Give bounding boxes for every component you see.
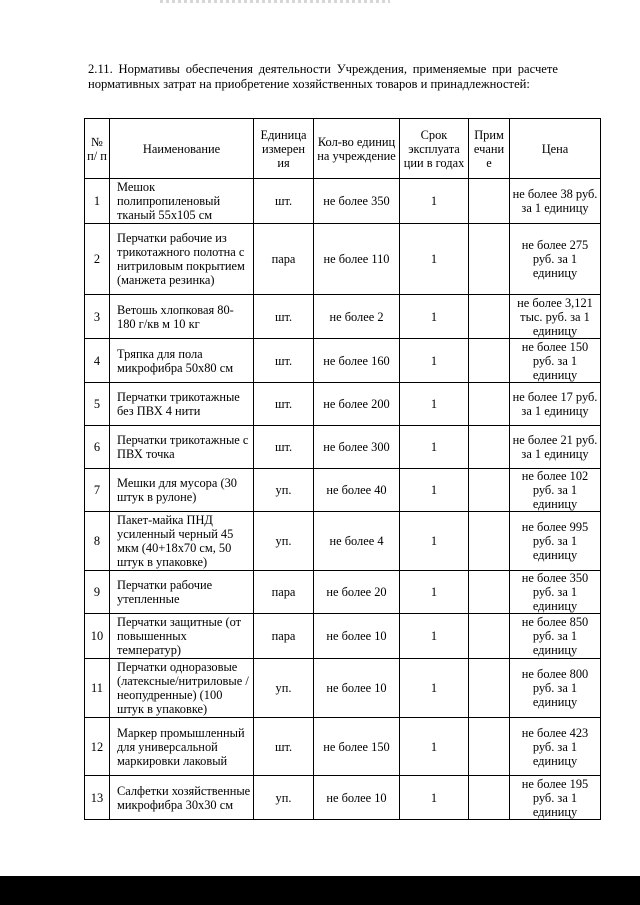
cell-price: не более 150 руб. за 1 единицу xyxy=(510,339,601,383)
cell-note xyxy=(469,571,510,614)
cell-unit: шт. xyxy=(254,383,314,426)
table-header-row xyxy=(85,119,601,179)
table-row xyxy=(85,383,601,426)
cell-unit: пара xyxy=(254,614,314,659)
cell-note xyxy=(469,659,510,718)
cell-name: Мешок полипропиленовый тканый 55х105 см xyxy=(110,179,254,224)
scan-artifact xyxy=(160,0,390,3)
cell-term: 1 xyxy=(400,469,469,512)
cell-qty: не более 350 xyxy=(314,179,400,224)
cell-num: 2 xyxy=(85,224,110,295)
cell-term: 1 xyxy=(400,224,469,295)
cell-note xyxy=(469,718,510,776)
cell-price: не более 21 руб. за 1 единицу xyxy=(510,426,601,469)
cell-price: не более 17 руб. за 1 единицу xyxy=(510,383,601,426)
cell-unit: шт. xyxy=(254,179,314,224)
cell-name: Перчатки трикотажные без ПВХ 4 нити xyxy=(110,383,254,426)
table-row xyxy=(85,659,601,718)
norms-table xyxy=(84,118,601,820)
cell-num: 3 xyxy=(85,295,110,339)
section-heading xyxy=(88,62,558,92)
cell-unit: шт. xyxy=(254,718,314,776)
cell-note xyxy=(469,426,510,469)
cell-name: Пакет-майка ПНД усиленный черный 45 мкм (40+18х70 см, 50 штук в упаковке) xyxy=(110,512,254,571)
cell-unit: шт. xyxy=(254,426,314,469)
cell-term: 1 xyxy=(400,295,469,339)
table-row xyxy=(85,718,601,776)
cell-name: Маркер промышленный для универсальной маркировки лаковый xyxy=(110,718,254,776)
cell-note xyxy=(469,614,510,659)
cell-price: не более 995 руб. за 1 единицу xyxy=(510,512,601,571)
header-note: Прим ечани е xyxy=(469,119,510,179)
cell-qty: не более 4 xyxy=(314,512,400,571)
cell-unit: уп. xyxy=(254,469,314,512)
cell-qty: не более 10 xyxy=(314,614,400,659)
cell-name: Перчатки трикотажные с ПВХ точка xyxy=(110,426,254,469)
cell-qty: не более 110 xyxy=(314,224,400,295)
cell-unit: уп. xyxy=(254,776,314,820)
cell-qty: не более 160 xyxy=(314,339,400,383)
cell-term: 1 xyxy=(400,776,469,820)
cell-num: 8 xyxy=(85,512,110,571)
cell-note xyxy=(469,224,510,295)
cell-price: не более 38 руб. за 1 единицу xyxy=(510,179,601,224)
cell-name: Перчатки защитные (от повышенных температур) xyxy=(110,614,254,659)
cell-unit: уп. xyxy=(254,512,314,571)
cell-num: 1 xyxy=(85,179,110,224)
cell-price: не более 850 руб. за 1 единицу xyxy=(510,614,601,659)
cell-num: 7 xyxy=(85,469,110,512)
cell-qty: не более 300 xyxy=(314,426,400,469)
cell-note xyxy=(469,339,510,383)
cell-price: не более 275 руб. за 1 единицу xyxy=(510,224,601,295)
cell-name: Ветошь хлопковая 80-180 г/кв м 10 кг xyxy=(110,295,254,339)
cell-term: 1 xyxy=(400,659,469,718)
cell-price: не более 195 руб. за 1 единицу xyxy=(510,776,601,820)
cell-qty: не более 10 xyxy=(314,776,400,820)
cell-term: 1 xyxy=(400,571,469,614)
header-unit: Единица измерен ия xyxy=(254,119,314,179)
table-row xyxy=(85,426,601,469)
heading-line-1: 2.11. Нормативы обеспечения деятельности Учреждения, применяемые при расчете xyxy=(88,62,558,76)
cell-note xyxy=(469,295,510,339)
table-row xyxy=(85,776,601,820)
cell-num: 11 xyxy=(85,659,110,718)
cell-num: 9 xyxy=(85,571,110,614)
cell-term: 1 xyxy=(400,179,469,224)
cell-qty: не более 40 xyxy=(314,469,400,512)
cell-num: 12 xyxy=(85,718,110,776)
table-row xyxy=(85,224,601,295)
header-price: Цена xyxy=(510,119,601,179)
cell-qty: не более 2 xyxy=(314,295,400,339)
header-term: Срок эксплуата ции в годах xyxy=(400,119,469,179)
cell-term: 1 xyxy=(400,614,469,659)
cell-price: не более 423 руб. за 1 единицу xyxy=(510,718,601,776)
cell-term: 1 xyxy=(400,512,469,571)
header-name: Наименование xyxy=(110,119,254,179)
table-row xyxy=(85,295,601,339)
scan-bottom-band xyxy=(0,876,640,905)
cell-name: Тряпка для пола микрофибра 50х80 см xyxy=(110,339,254,383)
cell-num: 13 xyxy=(85,776,110,820)
header-qty: Кол-во единиц на учреждение xyxy=(314,119,400,179)
cell-num: 4 xyxy=(85,339,110,383)
cell-note xyxy=(469,776,510,820)
cell-qty: не более 20 xyxy=(314,571,400,614)
cell-num: 10 xyxy=(85,614,110,659)
cell-qty: не более 150 xyxy=(314,718,400,776)
cell-num: 6 xyxy=(85,426,110,469)
cell-unit: пара xyxy=(254,224,314,295)
cell-unit: пара xyxy=(254,571,314,614)
cell-price: не более 800 руб. за 1 единицу xyxy=(510,659,601,718)
cell-note xyxy=(469,383,510,426)
table-row xyxy=(85,571,601,614)
header-num: № п/ п xyxy=(85,119,110,179)
cell-unit: шт. xyxy=(254,295,314,339)
cell-term: 1 xyxy=(400,718,469,776)
cell-unit: шт. xyxy=(254,339,314,383)
cell-qty: не более 200 xyxy=(314,383,400,426)
cell-qty: не более 10 xyxy=(314,659,400,718)
table-row xyxy=(85,614,601,659)
cell-num: 5 xyxy=(85,383,110,426)
cell-name: Перчатки одноразовые (латексные/нитриловые /неопудренные) (100 штук в упаковке) xyxy=(110,659,254,718)
table-row xyxy=(85,469,601,512)
heading-line-2: нормативных затрат на приобретение хозяйственных товаров и принадлежностей: xyxy=(88,77,530,91)
cell-price: не более 102 руб. за 1 единицу xyxy=(510,469,601,512)
table-row xyxy=(85,339,601,383)
table-row xyxy=(85,512,601,571)
cell-note xyxy=(469,512,510,571)
cell-term: 1 xyxy=(400,426,469,469)
cell-note xyxy=(469,469,510,512)
cell-name: Перчатки рабочие из трикотажного полотна с нитриловым покрытием (манжета резинка) xyxy=(110,224,254,295)
cell-name: Салфетки хозяйственные микрофибра 30х30 см xyxy=(110,776,254,820)
cell-price: не более 3,121 тыс. руб. за 1 единицу xyxy=(510,295,601,339)
cell-name: Перчатки рабочие утепленные xyxy=(110,571,254,614)
table-row xyxy=(85,179,601,224)
cell-name: Мешки для мусора (30 штук в рулоне) xyxy=(110,469,254,512)
cell-term: 1 xyxy=(400,383,469,426)
cell-note xyxy=(469,179,510,224)
cell-term: 1 xyxy=(400,339,469,383)
cell-price: не более 350 руб. за 1 единицу xyxy=(510,571,601,614)
cell-unit: уп. xyxy=(254,659,314,718)
